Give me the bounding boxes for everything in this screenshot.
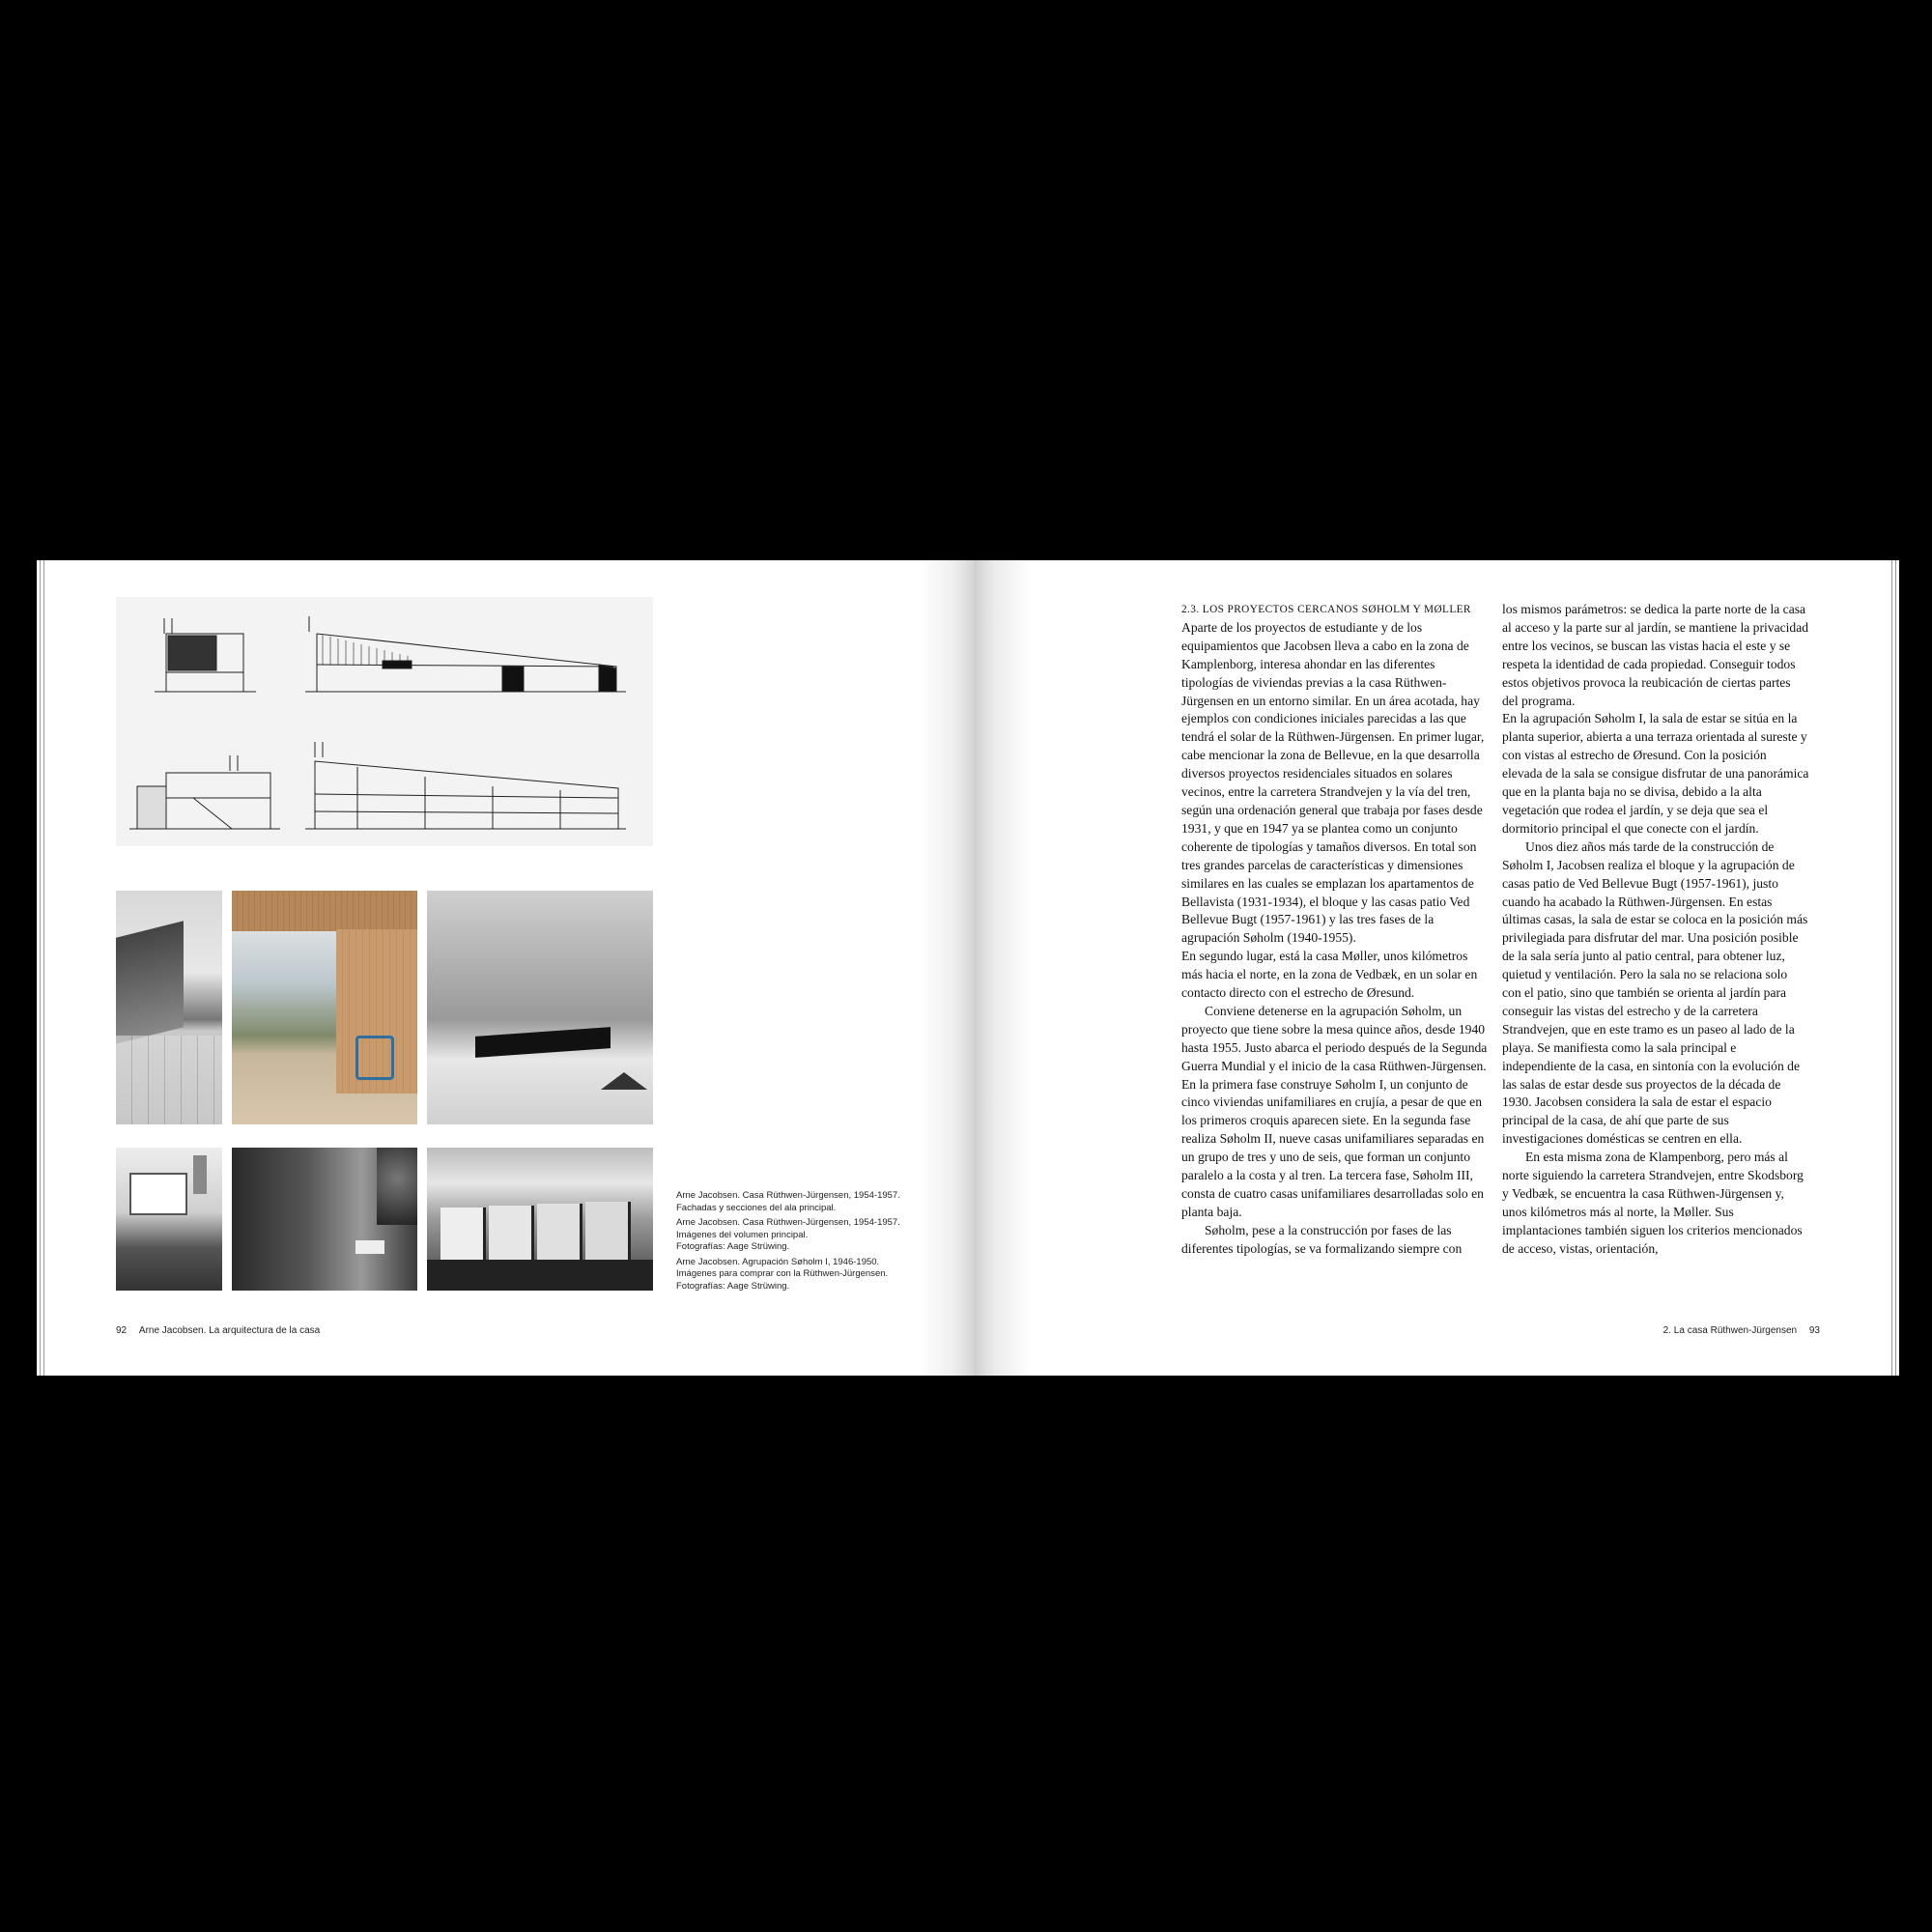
caption-block-3 bbox=[676, 1257, 918, 1293]
running-title: 2. La casa Rüthwen-Jürgensen bbox=[1662, 1325, 1798, 1336]
photo-house-unit bbox=[585, 1202, 631, 1260]
paragraph: los mismos parámetros: se dedica la parte norte de la casa al acceso y la parte sur al jardín, se mantiene la privacidad entre los vecinos, se buscan las vistas hacia el este y se respeta la identidad de cada propiedad. Conseguir todos estos objetivos provoca la reubicación de ciertas partes del programa. bbox=[1502, 602, 1809, 708]
photo-table bbox=[355, 1240, 384, 1254]
architectural-drawings bbox=[116, 597, 653, 846]
caption-line: Arne Jacobsen. Casa Rüthwen-Jürgensen, 1954-1957. bbox=[676, 1217, 900, 1228]
photo-model-house bbox=[427, 891, 653, 1124]
paragraph: En esta misma zona de Klampenborg, pero más al norte siguiendo la carretera Strandvejen, entre Skodsborg y Vedbæk, se encuentra la casa Rüthwen-Jürgensen y, unos kilómetros más al norte, la Møller. Sus implantaciones también siguen los criterios mencionados de acceso, vistas, orientación, bbox=[1502, 1150, 1804, 1256]
paragraph: En segundo lugar, está la casa Møller, unos kilómetros más hacia el norte, en la zona de Vedbæk, en un solar en contacto directo con el estrecho de Øresund. bbox=[1181, 949, 1478, 1001]
right-edge-line bbox=[1895, 560, 1896, 1376]
photo-building-wall bbox=[116, 921, 184, 1043]
caption-line: Fotografías: Aage Strüwing. bbox=[676, 1280, 790, 1292]
page-number: 92 bbox=[116, 1325, 128, 1336]
photo-house-unit bbox=[537, 1204, 582, 1260]
book-spread bbox=[37, 560, 1899, 1376]
photo-soholm-row-houses bbox=[427, 1148, 653, 1291]
text-column-1 bbox=[1181, 601, 1489, 1259]
photo-house-silhouette bbox=[475, 1027, 611, 1058]
elevations-sections-drawing bbox=[116, 597, 653, 846]
photo-window bbox=[129, 1173, 187, 1215]
right-edge-line bbox=[1891, 560, 1892, 1376]
left-page-edges bbox=[37, 560, 48, 1376]
section-heading: 2.3. LOS PROYECTOS CERCANOS SØHOLM Y MØLLER bbox=[1181, 604, 1471, 615]
right-page bbox=[974, 560, 1888, 1376]
photo-house-unit bbox=[440, 1208, 486, 1260]
left-page bbox=[48, 560, 974, 1376]
photo-wood-terrace bbox=[232, 891, 417, 1124]
caption-line: Arne Jacobsen. Agrupación Søholm I, 1946-1950. bbox=[676, 1256, 880, 1267]
photo-roof-shape bbox=[601, 1072, 647, 1090]
caption-line: Imágenes del volumen principal. bbox=[676, 1229, 809, 1240]
photo-soholm-terrace-chairs bbox=[232, 1148, 417, 1291]
right-folio bbox=[1663, 1325, 1820, 1336]
paragraph: En la agrupación Søholm I, la sala de estar se sitúa en la planta superior, abierta a una terraza orientada al sureste y con vistas al estrecho de Øresund. Con la posición elevada de la sala se consigue disfrutar de una panorámica que en la planta baja no se divisa, debido a la alta vegetación que rodea el jardín, y se deja que sea el dormitorio principal el que conecte con el jardín. bbox=[1502, 711, 1809, 836]
photo-ground bbox=[427, 1260, 653, 1291]
caption-line: Arne Jacobsen. Casa Rüthwen-Jürgensen, 1954-1957. bbox=[676, 1190, 900, 1201]
running-title: Arne Jacobsen. La arquitectura de la casa bbox=[138, 1325, 321, 1336]
paragraph: Aparte de los proyectos de estudiante y de los equipamientos que Jacobsen lleva a cabo en la zona de Kamplenborg, interesa ahondar en las diferentes tipologías de viviendas previas a la casa Rüthwen-Jürgensen en un entorno similar. En un área acotada, hay ejemplos con condiciones iniciales parecidas a las que tendrá el solar de la Rüthwen-Jürgensen. En primer lugar, cabe mencionar la zona de Bellevue, en la que desarrolla diversos proyectos residenciales situados en solares vecinos, entre la carretera Strandvejen y la vía del tren, según una ordenación general que trabaja por fases desde 1931, y que en 1947 ya se plantea como un conjunto coherente de tipologías y tamaños diversos. En total son tres grandes parcelas de características y dimensiones similares en las cuales se emplazan los apartamentos de Bellavista (1931-1934), el bloque y las casas patio Ved Bellevue Bugt (1957-1961) y las tres fases de la agrupación Søholm (1940-1955). bbox=[1181, 619, 1485, 946]
photo-chimney bbox=[193, 1155, 207, 1194]
left-edge-line bbox=[40, 560, 41, 1376]
left-folio bbox=[116, 1325, 320, 1336]
paragraph: Unos diez años más tarde de la construcción de Søholm I, Jacobsen realiza el bloque y la agrupación de casas patio de Ved Bellevue Bugt (1957-1961), justo cuando ha acabado la Rüthwen-Jürgensen. En estas últimas casas, la sala de estar se coloca en la posición más privilegiada para disfrutar del mar. Una posición posible de la sala sería junto al patio central, para obtener luz, quietud y ventilación. Pero la sala no se relaciona solo con el patio, sino que también se orienta al jardín para conseguir las vistas del estrecho y de la carretera Strandvejen, que en este tramo es un paseo al lado de la playa. Se manifiesta como la sala principal e independiente de la casa, en sintonía con la evolución de las salas de estar desde sus proyectos de la década de 1930. Jacobsen considera la sala de estar el espacio principal de la casa, de ahí que parte de sus investigaciones domésticas se centren en ella. bbox=[1502, 838, 1808, 1147]
paragraph: Søholm, pese a la construcción por fases de las diferentes tipologías, se va formalizando siempre con bbox=[1181, 1222, 1463, 1256]
caption-block-1 bbox=[676, 1190, 918, 1214]
photo-wood-ceiling bbox=[232, 891, 417, 931]
text-column-2 bbox=[1502, 601, 1809, 1259]
photo-blue-chair bbox=[355, 1036, 394, 1080]
photo-terrace-exterior bbox=[116, 891, 222, 1124]
caption-line: Fotografías: Aage Strüwing. bbox=[676, 1241, 790, 1252]
page-number: 93 bbox=[1808, 1325, 1820, 1336]
left-edge-line bbox=[43, 560, 44, 1376]
photo-soholm-facade bbox=[116, 1148, 222, 1291]
figure-captions bbox=[676, 1190, 918, 1295]
caption-line: Fachadas y secciones del ala principal. bbox=[676, 1202, 837, 1213]
right-page-edges bbox=[1888, 560, 1899, 1376]
photo-paving bbox=[116, 1036, 222, 1124]
paragraph: Conviene detenerse en la agrupación Søholm, un proyecto que tiene sobre la mesa quince años, desde 1940 hasta 1955. Justo abarca el periodo después de la Segunda Guerra Mundial y el inicio de la casa Rüthwen-Jürgensen. En la primera fase construye Søholm I, un conjunto de cinco viviendas unifamiliares en crujía, a pesar de que en los primeros croquis aparecen siete. En la segunda fase realiza Søholm II, nueve casas unifamiliares separadas en un grupo de tres y uno de seis, que forman un conjunto paralelo a la costa y al tren. La tercera fase, Søholm III, consta de cuatro casas unifamiliares desarrolladas solo en planta baja. bbox=[1181, 1003, 1488, 1219]
caption-block-2 bbox=[676, 1217, 918, 1254]
photo-house-unit bbox=[489, 1206, 534, 1260]
photo-foliage bbox=[377, 1148, 417, 1225]
caption-line: Imágenes para comprar con la Rüthwen-Jürgensen. bbox=[676, 1268, 889, 1279]
